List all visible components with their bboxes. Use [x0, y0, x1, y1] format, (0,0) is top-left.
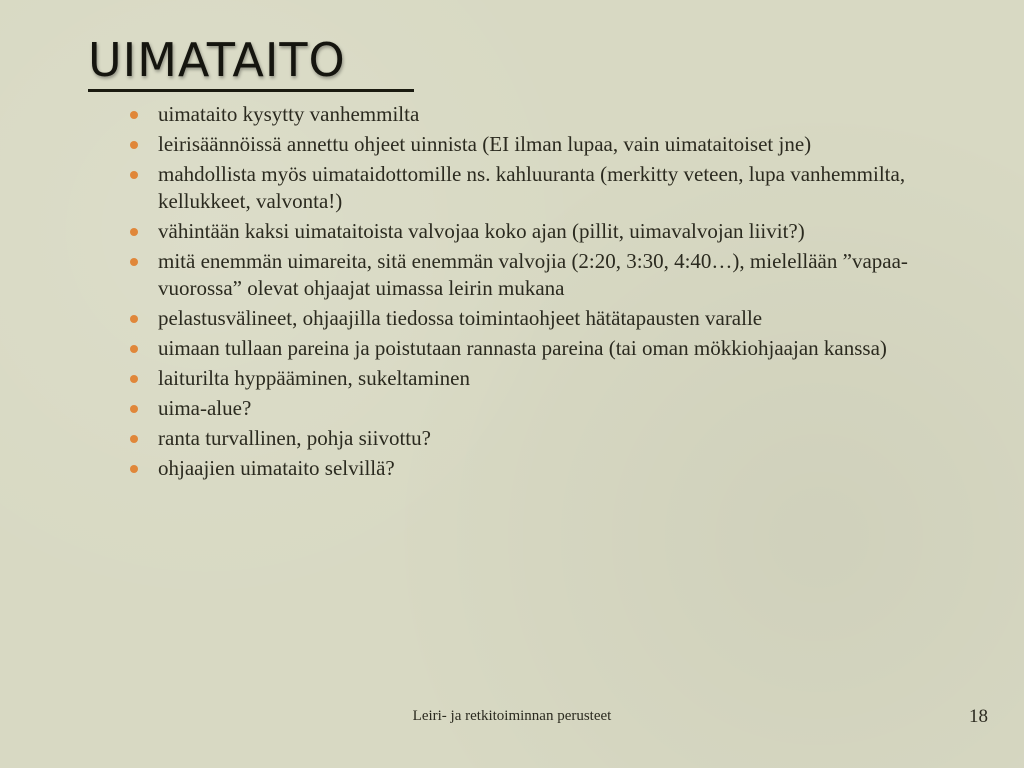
bullet-text: vähintään kaksi uimataitoista valvojaa koko ajan (pillit, uimavalvojan liivit?) [158, 219, 805, 243]
bullet-dot-icon [130, 258, 138, 266]
bullet-text: mahdollista myös uimataidottomille ns. kahluuranta (merkitty veteen, lupa vanhemmilta, kellukkeet, valvonta!) [158, 162, 906, 213]
bullet-dot-icon [130, 315, 138, 323]
bullet-text: uimataito kysytty vanhemmilta [158, 102, 420, 126]
bullet-dot-icon [130, 345, 138, 353]
bullet-dot-icon [130, 375, 138, 383]
bullet-dot-icon [130, 111, 138, 119]
bullet-dot-icon [130, 141, 138, 149]
bullet-item [130, 101, 950, 128]
bullet-dot-icon [130, 435, 138, 443]
bullet-dot-icon [130, 171, 138, 179]
page-number: 18 [969, 706, 988, 727]
title-underline [88, 89, 414, 92]
bullet-item [130, 161, 950, 215]
bullet-item [130, 248, 950, 302]
bullet-item [130, 335, 950, 362]
bullet-list [130, 101, 950, 485]
bullet-dot-icon [130, 228, 138, 236]
bullet-text: leirisäännöissä annettu ohjeet uinnista (EI ilman lupaa, vain uimataitoiset jne) [158, 132, 812, 156]
bullet-text: ohjaajien uimataito selvillä? [158, 456, 395, 480]
bullet-text: mitä enemmän uimareita, sitä enemmän valvojia (2:20, 3:30, 4:40…), mielellään ”vapaa-vuorossa” olevat ohjaajat uimassa leirin mukana [158, 249, 908, 300]
bullet-text: uima-alue? [158, 396, 252, 420]
bullet-item [130, 131, 950, 158]
slide-title: UIMATAITO [88, 33, 346, 87]
slide-footer: Leiri- ja retkitoiminnan perusteet [412, 708, 612, 724]
bullet-text: laiturilta hyppääminen, sukeltaminen [158, 366, 470, 390]
bullet-item [130, 395, 950, 422]
bullet-text: pelastusvälineet, ohjaajilla tiedossa toimintaohjeet hätätapausten varalle [158, 306, 763, 330]
bullet-item [130, 305, 950, 332]
bullet-dot-icon [130, 405, 138, 413]
bullet-text: ranta turvallinen, pohja siivottu? [158, 426, 431, 450]
bullet-item [130, 425, 950, 452]
bullet-dot-icon [130, 465, 138, 473]
bullet-item [130, 365, 950, 392]
bullet-item [130, 455, 950, 482]
bullet-text: uimaan tullaan pareina ja poistutaan rannasta pareina (tai oman mökkiohjaajan kanssa) [158, 336, 887, 360]
bullet-item [130, 218, 950, 245]
